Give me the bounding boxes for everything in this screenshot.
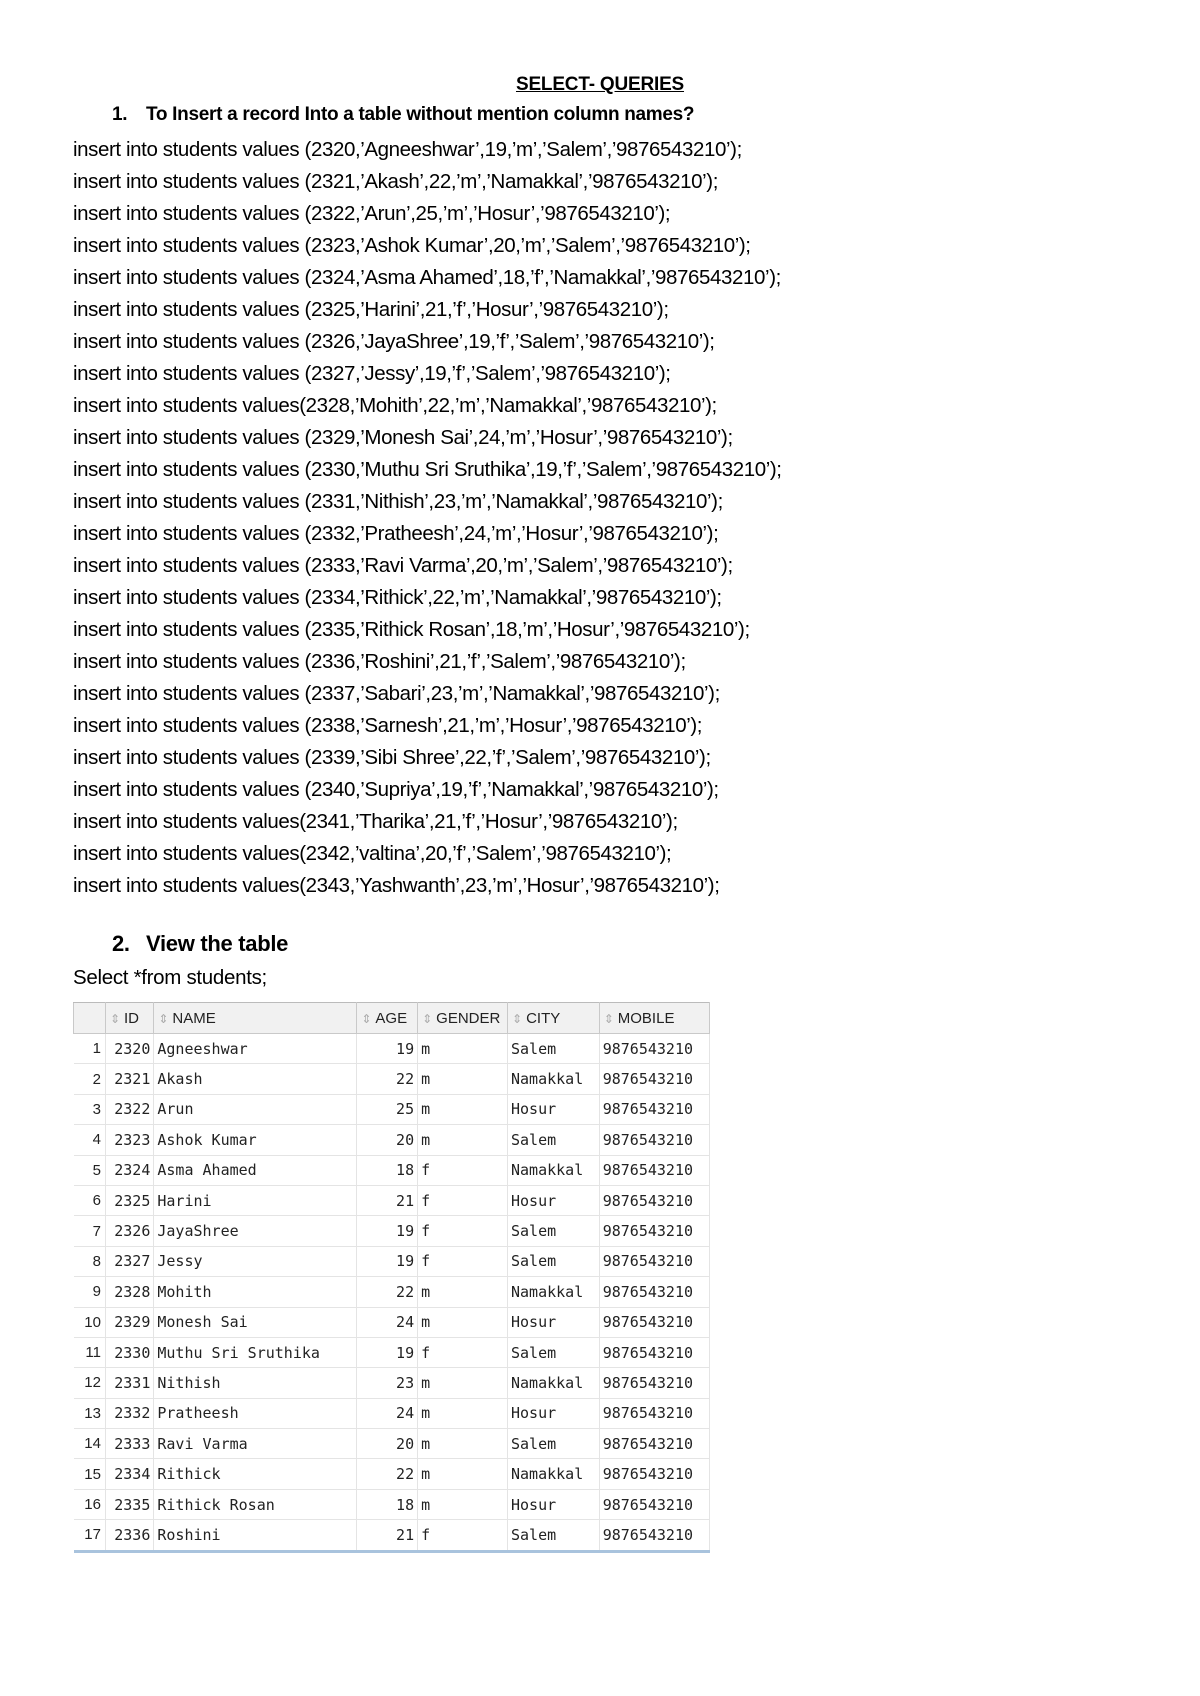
row-number[interactable]: 4: [74, 1125, 106, 1155]
question-1-text: To Insert a record Into a table without mention column names?: [146, 104, 695, 125]
cell-id[interactable]: 2323: [105, 1125, 153, 1155]
column-header-label: NAME: [172, 1009, 216, 1027]
table-row[interactable]: [74, 1064, 710, 1094]
column-header-label: ID: [124, 1009, 139, 1027]
cell-age[interactable]: 21: [357, 1520, 418, 1551]
row-number[interactable]: 16: [74, 1489, 106, 1519]
insert-statement-line: insert into students values (2337,’Sabari’,23,’m’,’Namakkal’,’9876543210’);: [73, 682, 720, 705]
cell-mobile[interactable]: 9876543210: [599, 1277, 709, 1307]
grid-corner-cell: [74, 1003, 106, 1034]
cell-mobile[interactable]: 9876543210: [599, 1368, 709, 1398]
insert-statement-line: insert into students values (2329,’Monesh Sai’,24,’m’,’Hosur’,’9876543210’);: [73, 426, 733, 449]
cell-mobile[interactable]: 9876543210: [599, 1246, 709, 1276]
table-row[interactable]: [74, 1155, 710, 1185]
cell-age[interactable]: 19: [357, 1216, 418, 1246]
cell-gender[interactable]: m: [418, 1307, 508, 1337]
cell-city[interactable]: Namakkal: [508, 1459, 600, 1489]
insert-statement-line: insert into students values (2325,’Harini’,21,’f’,’Hosur’,’9876543210’);: [73, 298, 669, 321]
column-header-label: GENDER: [436, 1009, 501, 1027]
cell-name[interactable]: JayaShree: [154, 1216, 357, 1246]
cell-mobile[interactable]: 9876543210: [599, 1459, 709, 1489]
cell-age[interactable]: 19: [357, 1337, 418, 1367]
cell-city[interactable]: Namakkal: [508, 1368, 600, 1398]
insert-statement-line: insert into students values (2327,’Jessy’,19,’f’,’Salem’,’9876543210’);: [73, 362, 671, 385]
cell-mobile[interactable]: 9876543210: [599, 1216, 709, 1246]
cell-id[interactable]: 2322: [105, 1094, 153, 1124]
cell-age[interactable]: 20: [357, 1429, 418, 1459]
cell-age[interactable]: 24: [357, 1307, 418, 1337]
table-row[interactable]: [74, 1125, 710, 1155]
cell-gender[interactable]: m: [418, 1429, 508, 1459]
row-number[interactable]: 9: [74, 1277, 106, 1307]
row-number[interactable]: 5: [74, 1155, 106, 1185]
cell-gender[interactable]: f: [418, 1185, 508, 1215]
insert-statement-line: insert into students values (2333,’Ravi Varma’,20,’m’,’Salem’,’9876543210’);: [73, 554, 733, 577]
cell-mobile[interactable]: 9876543210: [599, 1398, 709, 1428]
insert-statement-list: [73, 134, 782, 902]
column-header-mobile[interactable]: [599, 1003, 709, 1034]
cell-name[interactable]: Ravi Varma: [154, 1429, 357, 1459]
cell-name[interactable]: Monesh Sai: [154, 1307, 357, 1337]
cell-mobile[interactable]: 9876543210: [599, 1155, 709, 1185]
cell-mobile[interactable]: 9876543210: [599, 1489, 709, 1519]
insert-statement-line: insert into students values (2331,’Nithish’,23,’m’,’Namakkal’,’9876543210’);: [73, 490, 723, 513]
column-header-label: MOBILE: [617, 1009, 675, 1027]
insert-statement-line: insert into students values (2339,’Sibi Shree’,22,’f’,’Salem’,’9876543210’);: [73, 746, 711, 769]
cell-id[interactable]: 2335: [105, 1489, 153, 1519]
cell-age[interactable]: 22: [357, 1277, 418, 1307]
table-row[interactable]: [74, 1368, 710, 1398]
table-row[interactable]: [74, 1429, 710, 1459]
column-header-gender[interactable]: [418, 1003, 508, 1034]
table-row[interactable]: [74, 1034, 710, 1064]
table-row[interactable]: [74, 1277, 710, 1307]
row-number[interactable]: 15: [74, 1459, 106, 1489]
cell-gender[interactable]: f: [418, 1216, 508, 1246]
table-row[interactable]: [74, 1459, 710, 1489]
sort-icon[interactable]: ⇕: [422, 1011, 433, 1026]
cell-city[interactable]: Salem: [508, 1125, 600, 1155]
cell-gender[interactable]: m: [418, 1489, 508, 1519]
question-2-heading: [112, 931, 288, 957]
cell-age[interactable]: 23: [357, 1368, 418, 1398]
cell-id[interactable]: 2333: [105, 1429, 153, 1459]
insert-statement-line: insert into students values (2326,’JayaShree’,19,’f’,’Salem’,’9876543210’);: [73, 330, 715, 353]
row-number[interactable]: 17: [74, 1520, 106, 1551]
cell-city[interactable]: Salem: [508, 1429, 600, 1459]
cell-name[interactable]: Arun: [154, 1094, 357, 1124]
cell-id[interactable]: 2334: [105, 1459, 153, 1489]
row-number[interactable]: 10: [74, 1307, 106, 1337]
cell-name[interactable]: Asma Ahamed: [154, 1155, 357, 1185]
cell-city[interactable]: Namakkal: [508, 1064, 600, 1094]
insert-statement-line: insert into students values (2335,’Rithick Rosan’,18,’m’,’Hosur’,’9876543210’);: [73, 618, 750, 641]
column-header-name[interactable]: [154, 1003, 357, 1034]
result-grid-header: [74, 1003, 710, 1034]
cell-name[interactable]: Jessy: [154, 1246, 357, 1276]
cell-id[interactable]: 2332: [105, 1398, 153, 1428]
cell-mobile[interactable]: 9876543210: [599, 1125, 709, 1155]
insert-statement-line: insert into students values (2332,’Pratheesh’,24,’m’,’Hosur’,’9876543210’);: [73, 522, 719, 545]
cell-name[interactable]: Rithick Rosan: [154, 1489, 357, 1519]
row-number[interactable]: 3: [74, 1094, 106, 1124]
row-number[interactable]: 14: [74, 1429, 106, 1459]
cell-name[interactable]: Nithish: [154, 1368, 357, 1398]
cell-gender[interactable]: m: [418, 1459, 508, 1489]
table-row[interactable]: [74, 1489, 710, 1519]
cell-gender[interactable]: f: [418, 1520, 508, 1551]
cell-mobile[interactable]: 9876543210: [599, 1064, 709, 1094]
table-row[interactable]: [74, 1094, 710, 1124]
question-1-heading: [112, 104, 694, 126]
cell-name[interactable]: Harini: [154, 1185, 357, 1215]
cell-gender[interactable]: m: [418, 1277, 508, 1307]
insert-statement-line: insert into students values (2323,’Ashok Kumar’,20,’m’,’Salem’,’9876543210’);: [73, 234, 751, 257]
insert-statement-line: insert into students values(2328,’Mohith’,22,’m’,’Namakkal’,’9876543210’);: [73, 394, 717, 417]
insert-statement-line: insert into students values(2342,’valtina’,20,’f’,’Salem’,’9876543210’);: [73, 842, 672, 865]
cell-gender[interactable]: m: [418, 1094, 508, 1124]
page-title: SELECT- QUERIES: [515, 74, 685, 95]
result-grid: [73, 1002, 710, 1553]
cell-gender[interactable]: m: [418, 1398, 508, 1428]
table-row[interactable]: [74, 1307, 710, 1337]
insert-statement-line: insert into students values (2338,’Sarnesh’,21,’m’,’Hosur’,’9876543210’);: [73, 714, 703, 737]
column-header-label: CITY: [526, 1009, 561, 1027]
question-2-number: 2.: [112, 931, 130, 956]
column-header-label: AGE: [375, 1009, 408, 1027]
cell-mobile[interactable]: 9876543210: [599, 1034, 709, 1064]
row-number[interactable]: 11: [74, 1337, 106, 1367]
insert-statement-line: insert into students values (2324,’Asma Ahamed’,18,’f’,’Namakkal’,’9876543210’);: [73, 266, 781, 289]
sort-icon[interactable]: ⇕: [512, 1011, 523, 1026]
sort-icon[interactable]: ⇕: [109, 1011, 120, 1026]
insert-statement-line: insert into students values (2330,’Muthu Sri Sruthika’,19,’f’,’Salem’,’9876543210’);: [73, 458, 782, 481]
cell-id[interactable]: 2328: [105, 1277, 153, 1307]
result-grid-body: [74, 1034, 710, 1552]
select-statement: Select *from students;: [73, 966, 267, 989]
cell-id[interactable]: 2325: [105, 1185, 153, 1215]
cell-name[interactable]: Agneeshwar: [154, 1034, 357, 1064]
cell-age[interactable]: 18: [357, 1155, 418, 1185]
cell-name[interactable]: Ashok Kumar: [154, 1125, 357, 1155]
cell-city[interactable]: Hosur: [508, 1094, 600, 1124]
row-number[interactable]: 8: [74, 1246, 106, 1276]
cell-city[interactable]: Hosur: [508, 1489, 600, 1519]
cell-age[interactable]: 22: [357, 1459, 418, 1489]
cell-name[interactable]: Rithick: [154, 1459, 357, 1489]
cell-city[interactable]: Salem: [508, 1034, 600, 1064]
insert-statement-line: insert into students values (2336,’Roshini’,21,’f’,’Salem’,’9876543210’);: [73, 650, 686, 673]
cell-gender[interactable]: m: [418, 1064, 508, 1094]
cell-mobile[interactable]: 9876543210: [599, 1429, 709, 1459]
question-1-number: 1.: [112, 104, 128, 125]
cell-name[interactable]: Akash: [154, 1064, 357, 1094]
insert-statement-line: insert into students values (2320,’Agneeshwar’,19,’m’,’Salem’,’9876543210’);: [73, 138, 742, 161]
row-number[interactable]: 1: [74, 1034, 106, 1064]
sort-icon[interactable]: ⇕: [603, 1011, 614, 1026]
cell-city[interactable]: Salem: [508, 1216, 600, 1246]
cell-mobile[interactable]: 9876543210: [599, 1337, 709, 1367]
cell-age[interactable]: 20: [357, 1125, 418, 1155]
cell-city[interactable]: Salem: [508, 1520, 600, 1551]
table-row[interactable]: [74, 1216, 710, 1246]
cell-id[interactable]: 2324: [105, 1155, 153, 1185]
table-row[interactable]: [74, 1520, 710, 1551]
cell-name[interactable]: Mohith: [154, 1277, 357, 1307]
cell-name[interactable]: Muthu Sri Sruthika: [154, 1337, 357, 1367]
cell-gender[interactable]: f: [418, 1337, 508, 1367]
cell-id[interactable]: 2330: [105, 1337, 153, 1367]
cell-age[interactable]: 19: [357, 1246, 418, 1276]
cell-age[interactable]: 25: [357, 1094, 418, 1124]
cell-city[interactable]: Namakkal: [508, 1277, 600, 1307]
cell-city[interactable]: Hosur: [508, 1185, 600, 1215]
cell-mobile[interactable]: 9876543210: [599, 1307, 709, 1337]
insert-statement-line: insert into students values (2322,’Arun’,25,’m’,’Hosur’,’9876543210’);: [73, 202, 671, 225]
cell-city[interactable]: Namakkal: [508, 1155, 600, 1185]
cell-id[interactable]: 2326: [105, 1216, 153, 1246]
table-row[interactable]: [74, 1337, 710, 1367]
cell-age[interactable]: 24: [357, 1398, 418, 1428]
insert-statement-line: insert into students values(2343,’Yashwanth’,23,’m’,’Hosur’,’9876543210’);: [73, 874, 720, 897]
cell-age[interactable]: 19: [357, 1034, 418, 1064]
row-number[interactable]: 12: [74, 1368, 106, 1398]
cell-gender[interactable]: m: [418, 1368, 508, 1398]
cell-city[interactable]: Hosur: [508, 1307, 600, 1337]
cell-mobile[interactable]: 9876543210: [599, 1094, 709, 1124]
cell-id[interactable]: 2336: [105, 1520, 153, 1551]
cell-id[interactable]: 2320: [105, 1034, 153, 1064]
cell-name[interactable]: Pratheesh: [154, 1398, 357, 1428]
cell-city[interactable]: Salem: [508, 1246, 600, 1276]
insert-statement-line: insert into students values(2341,’Tharika’,21,’f’,’Hosur’,’9876543210’);: [73, 810, 678, 833]
cell-mobile[interactable]: 9876543210: [599, 1520, 709, 1551]
sort-icon[interactable]: ⇕: [361, 1011, 372, 1026]
cell-mobile[interactable]: 9876543210: [599, 1185, 709, 1215]
row-number[interactable]: 13: [74, 1398, 106, 1428]
cell-id[interactable]: 2327: [105, 1246, 153, 1276]
cell-gender[interactable]: m: [418, 1034, 508, 1064]
cell-city[interactable]: Hosur: [508, 1398, 600, 1428]
insert-statement-line: insert into students values (2321,’Akash’,22,’m’,’Namakkal’,’9876543210’);: [73, 170, 718, 193]
cell-city[interactable]: Salem: [508, 1337, 600, 1367]
insert-statement-line: insert into students values (2340,’Supriya’,19,’f’,’Namakkal’,’9876543210’);: [73, 778, 719, 801]
column-header-id[interactable]: [105, 1003, 153, 1034]
cell-id[interactable]: 2331: [105, 1368, 153, 1398]
row-number[interactable]: 2: [74, 1064, 106, 1094]
row-number[interactable]: 7: [74, 1216, 106, 1246]
question-2-text: View the table: [146, 931, 289, 956]
column-header-age[interactable]: [357, 1003, 418, 1034]
cell-age[interactable]: 18: [357, 1489, 418, 1519]
table-row[interactable]: [74, 1185, 710, 1215]
cell-gender[interactable]: m: [418, 1125, 508, 1155]
cell-name[interactable]: Roshini: [154, 1520, 357, 1551]
cell-id[interactable]: 2329: [105, 1307, 153, 1337]
cell-age[interactable]: 22: [357, 1064, 418, 1094]
column-header-city[interactable]: [508, 1003, 600, 1034]
insert-statement-line: insert into students values (2334,’Rithick’,22,’m’,’Namakkal’,’9876543210’);: [73, 586, 722, 609]
cell-gender[interactable]: f: [418, 1246, 508, 1276]
cell-age[interactable]: 21: [357, 1185, 418, 1215]
cell-id[interactable]: 2321: [105, 1064, 153, 1094]
row-number[interactable]: 6: [74, 1185, 106, 1215]
table-row[interactable]: [74, 1246, 710, 1276]
table-row[interactable]: [74, 1398, 710, 1428]
cell-gender[interactable]: f: [418, 1155, 508, 1185]
sort-icon[interactable]: ⇕: [158, 1011, 169, 1026]
